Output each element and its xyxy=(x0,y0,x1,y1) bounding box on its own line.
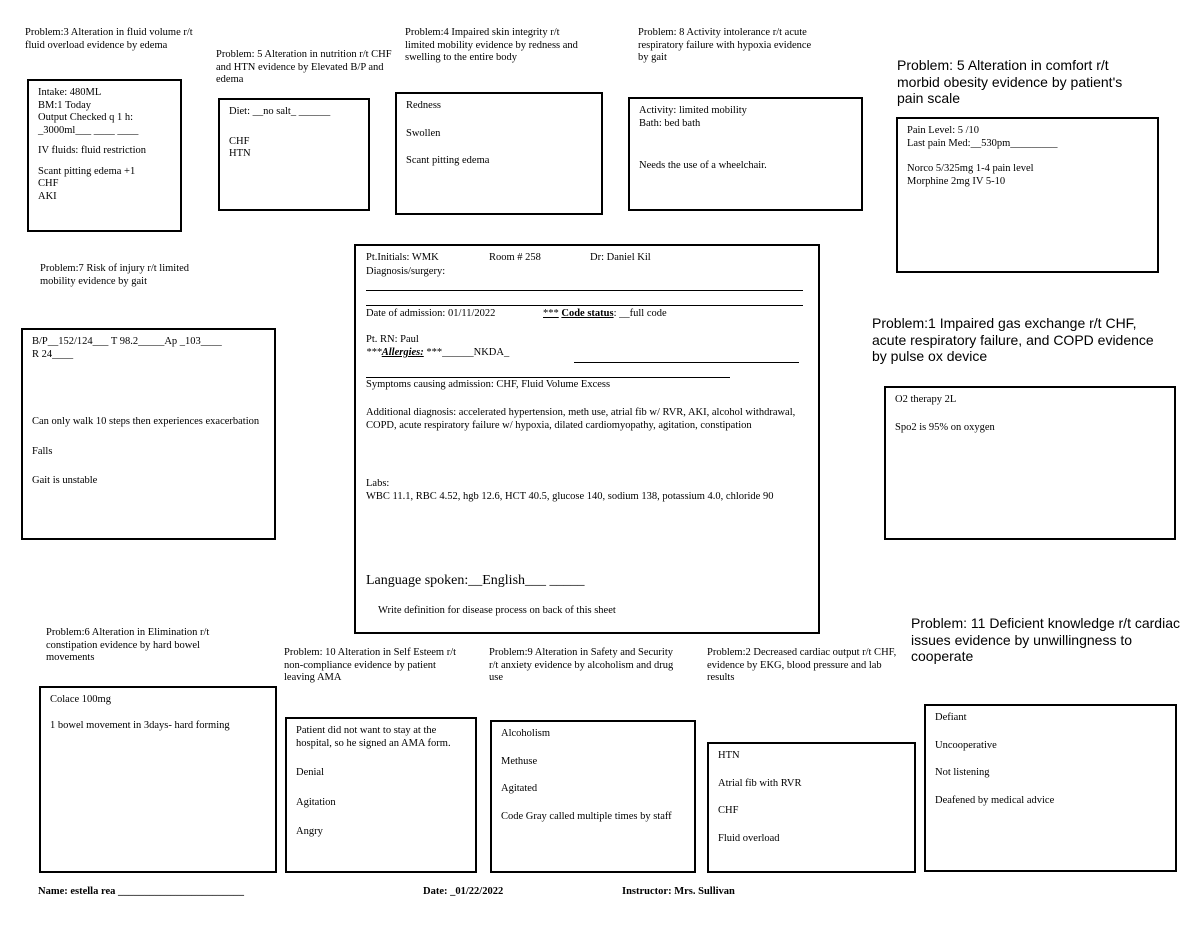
problem-5-nutrition-label: Problem: 5 Alteration in nutrition r/t CHF and HTN evidence by Elevated B/P and edema xyxy=(216,49,392,85)
allergy-stars: *** xyxy=(366,347,382,358)
allergies xyxy=(366,347,509,360)
last-pain-med: Last pain Med:__530pm_________ xyxy=(907,137,1058,149)
problem-5-comfort-box xyxy=(896,117,1159,273)
o2-therapy: O2 therapy 2L xyxy=(895,394,957,405)
afib-note: Atrial fib with RVR xyxy=(718,777,802,789)
diagnosis-chf: CHF xyxy=(38,178,59,189)
activity-value: Activity: limited mobility xyxy=(639,105,747,116)
pain-level: Pain Level: 5 /10 xyxy=(907,125,980,136)
code-status-value: : __full code xyxy=(613,308,667,319)
problem-4-label: Problem:4 Impaired skin integrity r/t limited mobility evidence by redness and swelling to the entire body xyxy=(405,27,578,63)
problem-6-label: Problem:6 Alteration in Elimination r/t constipation evidence by hard bowel movements xyxy=(46,627,210,663)
problem-10-box xyxy=(285,717,477,873)
chf-note: CHF xyxy=(718,805,739,816)
problem-1-box xyxy=(884,386,1176,540)
patient-rn: Pt. RN: Paul xyxy=(366,334,419,345)
labs-label: Labs: xyxy=(366,478,390,489)
methuse-note: Methuse xyxy=(501,755,538,767)
problem-10-label: Problem: 10 Alteration in Self Esteem r/t non-compliance evidence by patient leaving AMA xyxy=(284,647,457,683)
respiration-value: R 24____ xyxy=(32,348,74,360)
wheelchair-note: Needs the use of a wheelchair. xyxy=(639,160,767,171)
norco-order: Norco 5/325mg 1-4 pain level xyxy=(907,163,1034,174)
problem-3-box xyxy=(27,79,182,232)
problem-5-comfort-label: Problem: 5 Alteration in comfort r/t morbid obesity evidence by patient's pain scale xyxy=(897,57,1123,106)
allergies-value: ***______NKDA_ xyxy=(426,347,510,358)
diagnosis-label: Diagnosis/surgery: xyxy=(366,266,446,277)
problem-11-box xyxy=(924,704,1177,872)
labs-values: WBC 11.1, RBC 4.52, hgb 12.6, HCT 40.5, glucose 140, sodium 138, potassium 4.0, chloride 90 xyxy=(366,491,774,502)
fluid-overload-note: Fluid overload xyxy=(718,832,780,844)
diagnosis-aki: AKI xyxy=(38,190,57,202)
denial-note: Denial xyxy=(296,767,324,778)
instructor-name: Instructor: Mrs. Sullivan xyxy=(622,886,735,897)
allergies-label: Allergies: xyxy=(381,347,424,358)
vitals-line: B/P__152/124___ T 98.2_____Ap _103____ xyxy=(32,336,222,347)
diagnosis-htn: HTN xyxy=(229,148,251,159)
ama-note: Patient did not want to stay at the hospital, so he signed an AMA form. xyxy=(296,725,451,749)
problem-5-nutrition-box xyxy=(218,98,370,211)
problem-7-box xyxy=(21,328,276,540)
walking-note: Can only walk 10 steps then experiences exacerbation xyxy=(32,416,260,427)
alcoholism-note: Alcoholism xyxy=(501,728,550,739)
allergy-underline xyxy=(574,362,799,363)
not-listening-note: Not listening xyxy=(935,767,990,778)
output-label: Output Checked q 1 h: xyxy=(38,112,134,123)
additional-diagnosis: Additional diagnosis: accelerated hypertension, meth use, atrial fib w/ RVR, AKI, alcohol withdrawal, COPD, acute respiratory failure w/ hypoxia, dilated cardiomyopathy, agitation, constipation xyxy=(366,407,796,431)
problem-3-label: Problem:3 Alteration in fluid volume r/t fluid overload evidence by edema xyxy=(25,27,193,51)
edema-note: Scant pitting edema +1 xyxy=(38,165,136,177)
iv-fluids: IV fluids: fluid restriction xyxy=(38,145,146,156)
divider xyxy=(366,305,803,306)
finding-edema: Scant pitting edema xyxy=(406,155,490,166)
problem-8-label: Problem: 8 Activity intolerance r/t acute respiratory failure with hypoxia evidence by gait xyxy=(638,27,812,63)
bm-value: BM:1 Today xyxy=(38,99,92,111)
problem-11-label: Problem: 11 Deficient knowledge r/t cardiac issues evidence by unwillingness to cooperate xyxy=(911,615,1180,664)
angry-note: Angry xyxy=(296,826,323,837)
gait-note: Gait is unstable xyxy=(32,475,98,486)
falls-note: Falls xyxy=(32,445,53,457)
agitation-note: Agitation xyxy=(296,796,336,808)
output-value: _3000ml___ ____ ____ xyxy=(38,124,139,136)
problem-6-box xyxy=(39,686,277,873)
uncooperative-note: Uncooperative xyxy=(935,739,997,751)
problem-9-box xyxy=(490,720,696,873)
patient-info-box xyxy=(354,244,820,634)
room-number: Room # 258 xyxy=(489,252,541,263)
spo2-value: Spo2 is 95% on oxygen xyxy=(895,421,995,433)
code-status-label: Code status xyxy=(561,308,614,319)
problem-2-label: Problem:2 Decreased cardiac output r/t CHF, evidence by EKG, blood pressure and lab results xyxy=(707,647,897,683)
student-name: Name: estella rea ________________________ xyxy=(38,886,244,897)
bowel-note: 1 bowel movement in 3days- hard forming xyxy=(50,719,230,731)
defiant-note: Defiant xyxy=(935,712,967,723)
deafened-note: Deafened by medical advice xyxy=(935,794,1055,806)
definition-instruction: Write definition for disease process on back of this sheet xyxy=(378,605,616,616)
problem-1-label: Problem:1 Impaired gas exchange r/t CHF, acute respiratory failure, and COPD evidence by pulse ox device xyxy=(872,315,1154,364)
admission-date: Date of admission: 01/11/2022 xyxy=(366,308,496,319)
morphine-order: Morphine 2mg IV 5-10 xyxy=(907,175,1006,187)
code-gray-note: Code Gray called multiple times by staff xyxy=(501,810,672,822)
doctor-name: Dr: Daniel Kil xyxy=(590,252,651,263)
colace-order: Colace 100mg xyxy=(50,694,111,705)
problem-2-box xyxy=(707,742,916,873)
finding-swollen: Swollen xyxy=(406,127,441,139)
htn-note: HTN xyxy=(718,750,740,761)
finding-redness: Redness xyxy=(406,100,441,111)
agitated-note: Agitated xyxy=(501,783,538,794)
problem-9-label: Problem:9 Alteration in Safety and Security r/t anxiety evidence by alcoholism and drug use xyxy=(489,647,674,683)
code-status xyxy=(543,308,667,321)
bath-value: Bath: bed bath xyxy=(639,117,701,129)
patient-initials: Pt.Initials: WMK xyxy=(366,252,439,263)
diet-value: Diet: __no salt_ ______ xyxy=(229,106,331,117)
problem-7-label: Problem:7 Risk of injury r/t limited mobility evidence by gait xyxy=(40,263,190,287)
divider xyxy=(366,290,803,291)
intake-value: Intake: 480ML xyxy=(38,87,102,98)
problem-4-box xyxy=(395,92,603,215)
language-spoken: Language spoken:__English___ _____ xyxy=(366,573,585,588)
divider xyxy=(366,377,730,378)
admission-symptoms: Symptoms causing admission: CHF, Fluid Volume Excess xyxy=(366,379,611,390)
diagnosis-chf: CHF xyxy=(229,135,250,147)
sheet-date: Date: _01/22/2022 xyxy=(423,886,504,897)
problem-8-box xyxy=(628,97,863,211)
code-stars: *** xyxy=(543,308,559,319)
